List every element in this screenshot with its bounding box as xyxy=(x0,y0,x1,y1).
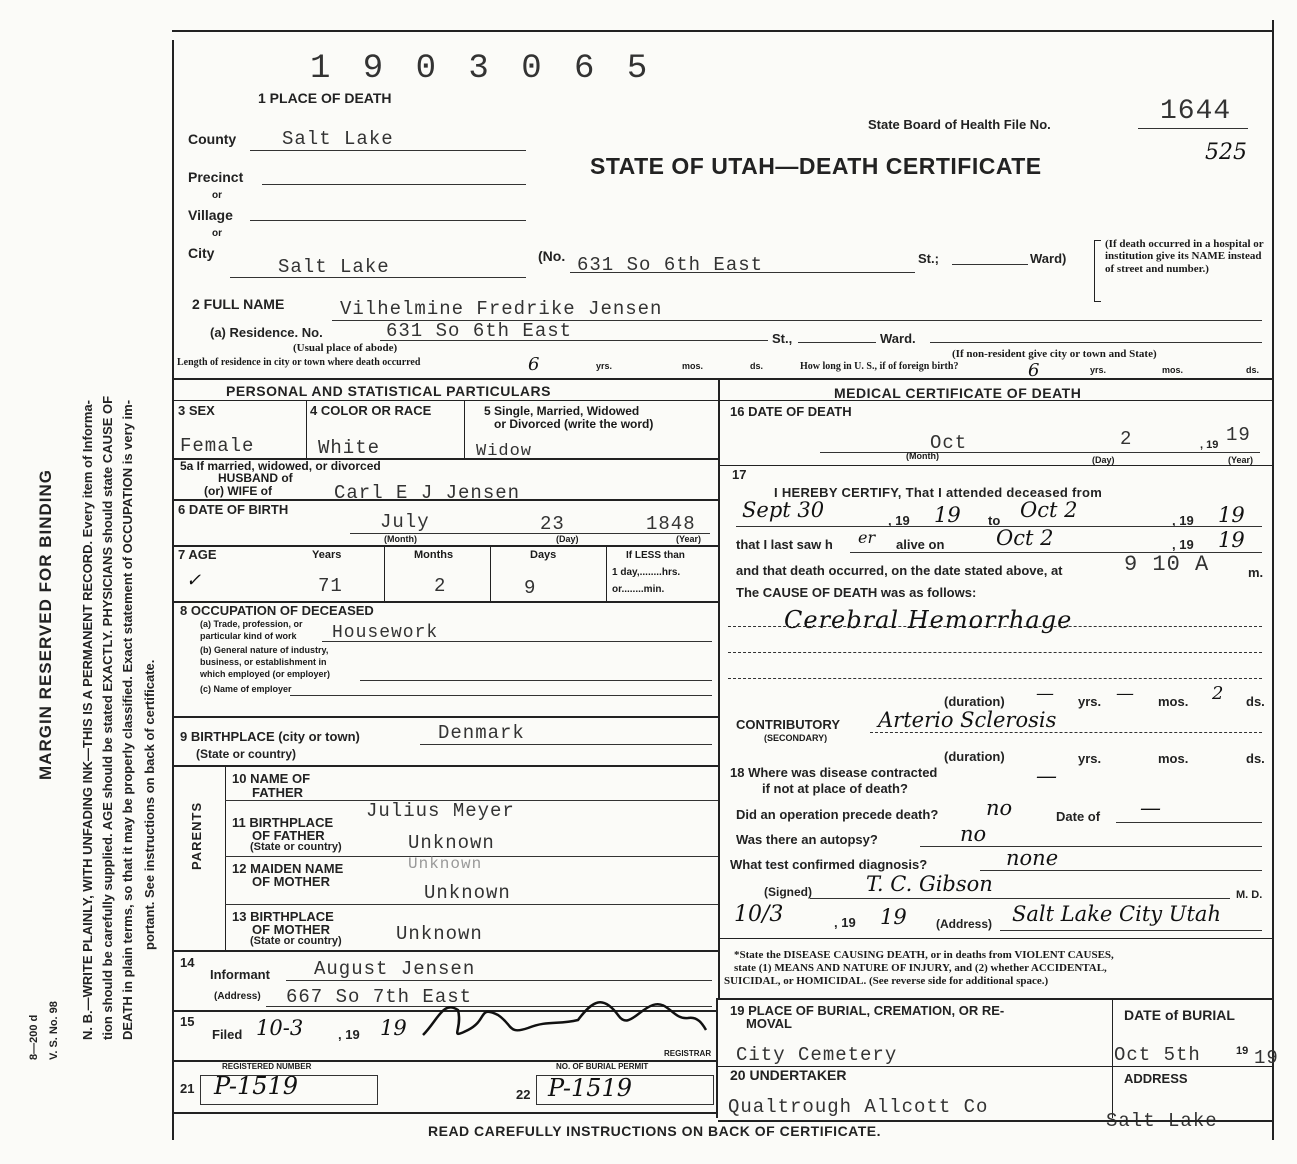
street-address-value: 631 So 6th East xyxy=(577,254,764,276)
residence-street-label: St., xyxy=(772,331,793,346)
physician-address: Salt Lake City Utah xyxy=(1012,902,1221,926)
age-days-header: Days xyxy=(530,549,557,561)
hospital-note: (If death occurred in a hospital or institution give its NAME instead of street and number.) xyxy=(1105,238,1264,275)
occupation-row-bottom xyxy=(172,716,718,718)
binding-margin-label: MARGIN RESERVED FOR BINDING xyxy=(36,469,55,780)
footnote-line-1: *State the DISEASE CAUSING DEATH, or in deaths from VIOLENT CAUSES, xyxy=(734,949,1114,961)
occupation-value: Housework xyxy=(332,623,439,643)
certify-text: I HEREBY CERTIFY, That I attended deceased from xyxy=(774,485,1103,500)
burial-place-label-1: 19 PLACE OF BURIAL, CREMATION, OR RE- xyxy=(730,1003,1005,1018)
frame-top-border xyxy=(172,30,1272,32)
age-years-value: 71 xyxy=(318,575,343,597)
form-code: 8—200 d xyxy=(28,1014,40,1060)
test-line xyxy=(980,870,1262,871)
operation-date-label: Date of xyxy=(1056,809,1101,824)
burial-permit-value: P-1519 xyxy=(548,1074,633,1102)
disease-contracted-label-2: if not at place of death? xyxy=(762,781,908,796)
county-value: Salt Lake xyxy=(282,128,394,150)
registered-number-label: REGISTERED NUMBER xyxy=(222,1062,312,1071)
burial-year: 19 xyxy=(1254,1047,1279,1069)
cause-line-2 xyxy=(728,652,1262,653)
marital-label-1: 5 Single, Married, Widowed xyxy=(484,404,640,418)
field-15-number: 15 xyxy=(180,1014,195,1029)
county-line xyxy=(250,150,526,151)
death-occurred-label: and that death occurred, on the date stated above, at xyxy=(736,563,1063,578)
age-months-header: Months xyxy=(414,549,454,561)
residence-ward-line xyxy=(930,342,1262,343)
last-saw-year-prefix: , 19 xyxy=(1172,537,1194,552)
duration-1-yrs-unit: yrs. xyxy=(1078,694,1102,709)
marital-label-2: or Divorced (write the word) xyxy=(494,417,654,431)
md-label: M. D. xyxy=(1236,889,1263,901)
occupation-b-label-3: which employed (or employer) xyxy=(200,669,331,679)
dob-year-caption: (Year) xyxy=(676,534,702,544)
residence-ward-label: Ward. xyxy=(880,331,916,346)
burial-place-value: City Cemetery xyxy=(736,1044,898,1066)
parents-bottom xyxy=(172,950,718,952)
usual-abode-caption: (Usual place of abode) xyxy=(293,342,398,354)
informant-address-label: (Address) xyxy=(214,991,261,1002)
father-birthplace-label-3: (State or country) xyxy=(250,841,342,853)
father-name-label-1: 10 NAME OF xyxy=(232,771,311,786)
father-name-line xyxy=(225,800,718,801)
city-label: City xyxy=(188,245,215,261)
cause-value: Cerebral Hemorrhage xyxy=(784,606,1073,634)
field-21-number: 21 xyxy=(180,1081,195,1096)
filed-year-prefix: , 19 xyxy=(338,1027,360,1042)
dob-label: 6 DATE OF BIRTH xyxy=(178,502,289,517)
mother-birthplace-value: Unknown xyxy=(396,923,483,945)
or-label-2: or xyxy=(212,228,222,239)
us-residence-years: 6 xyxy=(1028,360,1040,381)
race-label: 4 COLOR OR RACE xyxy=(310,403,432,418)
hospital-bracket xyxy=(1094,240,1101,302)
to-label: to xyxy=(988,513,1001,528)
field-14-number: 14 xyxy=(180,955,195,970)
physician-row-bottom xyxy=(718,938,1272,939)
frame-bottom-left xyxy=(172,1112,718,1114)
vs-number: V. S. No. 98 xyxy=(48,1001,60,1060)
margin-instructions-line3: DEATH in plain terms, so that it may be properly classified. Exact statement of OCCUPATION is very im- xyxy=(120,399,135,1040)
death-year-caption: (Year) xyxy=(1228,455,1254,465)
test-question: What test confirmed diagnosis? xyxy=(730,857,928,872)
burial-year-prefix: 19 xyxy=(1236,1045,1249,1057)
cause-label: The CAUSE OF DEATH was as follows: xyxy=(736,585,977,600)
operation-date-value: — xyxy=(1140,796,1161,820)
burial-place-label-2: MOVAL xyxy=(746,1016,792,1031)
filed-label: Filed xyxy=(212,1027,243,1042)
dob-month-caption: (Month) xyxy=(384,534,417,544)
burial-date-label: DATE of BURIAL xyxy=(1124,1007,1235,1023)
length-ds-unit: ds. xyxy=(750,361,764,371)
age-years-header: Years xyxy=(312,549,342,561)
last-saw-date: Oct 2 xyxy=(996,526,1054,550)
secondary-caption: (SECONDARY) xyxy=(764,733,828,743)
physician-address-label: (Address) xyxy=(936,917,993,931)
filed-date: 10-3 xyxy=(256,1016,304,1040)
sex-divider xyxy=(306,400,307,458)
duration-1-label: (duration) xyxy=(944,694,1005,709)
street-number-label: (No. xyxy=(538,248,566,264)
death-month: Oct xyxy=(930,432,968,454)
time-meridiem: m. xyxy=(1248,565,1264,580)
test-answer: none xyxy=(1006,846,1059,870)
race-value: White xyxy=(318,437,381,459)
father-birthplace-label-1: 11 BIRTHPLACE xyxy=(232,815,334,830)
alive-on-label: alive on xyxy=(896,537,945,552)
spouse-value: Carl E J Jensen xyxy=(334,482,521,504)
dob-month: July xyxy=(380,511,430,533)
last-saw-pronoun: er xyxy=(858,528,876,547)
personal-row-line xyxy=(172,400,718,401)
personal-heading: PERSONAL AND STATISTICAL PARTICULARS xyxy=(226,383,551,399)
dob-year: 1848 xyxy=(646,513,696,535)
age-less-header-1: If LESS than xyxy=(626,550,685,561)
to-year-prefix: , 19 xyxy=(1172,513,1194,528)
field-17-number: 17 xyxy=(732,467,747,482)
sex-label: 3 SEX xyxy=(178,403,215,418)
signature-date: 10/3 xyxy=(734,902,784,927)
precinct-line xyxy=(262,184,526,185)
duration-2-yrs-unit: yrs. xyxy=(1078,751,1102,766)
mother-name-value: Unknown xyxy=(424,882,511,904)
father-birthplace-label-2: OF FATHER xyxy=(252,828,325,843)
non-resident-caption: (If non-resident give city or town and State) xyxy=(952,348,1157,360)
registrar-label: REGISTRAR xyxy=(664,1049,712,1058)
residence-street-line xyxy=(798,342,876,343)
age-days-divider xyxy=(606,545,607,601)
footnote-line-3: SUICIDAL, or HOMICIDAL. (See reverse side for additional space.) xyxy=(724,975,1049,987)
residence-label: (a) Residence. No. xyxy=(210,325,323,340)
birthplace-line xyxy=(420,744,712,745)
filed-year: 19 xyxy=(380,1016,407,1040)
birthplace-label-2: (State or country) xyxy=(196,747,297,761)
death-day: 2 xyxy=(1120,428,1133,450)
column-divider-lower xyxy=(716,998,718,1118)
undertaker-address-label: ADDRESS xyxy=(1124,1071,1188,1086)
duration-1-mos-unit: mos. xyxy=(1158,694,1189,709)
occupation-line xyxy=(322,641,712,642)
operation-date-line xyxy=(1116,822,1262,823)
mother-name-line xyxy=(225,904,718,905)
from-year: 19 xyxy=(934,503,961,527)
margin-instructions-line1: N. B.—WRITE PLAINLY, WITH UNFADING INK—THIS IS A PERMANENT RECORD. Every item of Informa- xyxy=(80,400,95,1040)
frame-left-border xyxy=(172,40,174,1140)
duration-1-months: — xyxy=(1116,683,1134,704)
file-number-label: State Board of Health File No. xyxy=(868,117,1051,132)
mother-birthplace-label-1: 13 BIRTHPLACE xyxy=(232,909,334,924)
field-22-number: 22 xyxy=(516,1087,531,1102)
duration-1-years: — xyxy=(1036,683,1054,704)
occupation-b-label-1: (b) General nature of industry, xyxy=(200,645,329,655)
city-line xyxy=(230,277,526,278)
burial-date-value: Oct 5th xyxy=(1114,1044,1201,1066)
residence-value: 631 So 6th East xyxy=(386,320,573,342)
section-divider-top xyxy=(172,378,1272,380)
birthplace-label: 9 BIRTHPLACE (city or town) xyxy=(180,729,360,744)
race-divider xyxy=(464,400,465,458)
mother-birthplace-label-2: OF MOTHER xyxy=(252,922,330,937)
cause-line-3 xyxy=(728,678,1262,679)
disease-contracted-value: — xyxy=(1036,764,1057,788)
signature-year: 19 xyxy=(880,905,907,929)
register-number: 1 9 0 3 0 6 5 xyxy=(310,50,654,88)
sex-value: Female xyxy=(180,435,255,457)
undertaker-label: 20 UNDERTAKER xyxy=(730,1067,847,1083)
burial-section-top xyxy=(718,998,1272,1000)
occupation-b-label-2: business, or establishment in xyxy=(200,657,327,667)
death-year: 19 xyxy=(1226,424,1251,446)
duration-2-label: (duration) xyxy=(944,749,1005,764)
certificate-title: STATE OF UTAH—DEATH CERTIFICATE xyxy=(590,153,1042,179)
autopsy-question: Was there an autopsy? xyxy=(736,832,878,847)
registered-number-value: P-1519 xyxy=(214,1072,299,1100)
registrar-signature xyxy=(418,990,708,1050)
mother-name-struck: Unknown xyxy=(408,855,483,873)
mother-birthplace-label-3: (State or country) xyxy=(250,935,342,947)
age-months-divider xyxy=(490,545,491,601)
contributory-line xyxy=(870,732,1262,733)
physician-signature: T. C. Gibson xyxy=(866,872,993,896)
file-note: 525 xyxy=(1205,140,1247,165)
village-label: Village xyxy=(188,207,233,223)
autopsy-answer: no xyxy=(960,822,987,846)
death-date-row-bottom xyxy=(718,465,1272,466)
mother-name-label-2: OF MOTHER xyxy=(252,874,330,889)
from-year-prefix: , 19 xyxy=(888,513,910,528)
us-ds-unit: ds. xyxy=(1246,365,1260,375)
column-divider xyxy=(718,378,720,998)
parents-divider xyxy=(225,765,226,950)
length-of-residence-years: 6 xyxy=(528,354,540,375)
street-suffix-label: St.; xyxy=(918,251,939,266)
duration-2-mos-unit: mos. xyxy=(1158,751,1189,766)
medical-heading: MEDICAL CERTIFICATE OF DEATH xyxy=(834,385,1082,401)
ward-label: Ward) xyxy=(1030,251,1067,266)
death-day-caption: (Day) xyxy=(1092,455,1115,465)
last-saw-year: 19 xyxy=(1218,528,1245,552)
us-yrs-unit: yrs. xyxy=(1090,365,1107,375)
date-of-death-label: 16 DATE OF DEATH xyxy=(730,404,852,419)
operation-answer: no xyxy=(986,796,1013,820)
length-mos-unit: mos. xyxy=(682,361,704,371)
occupation-c-label: (c) Name of employer xyxy=(200,684,292,694)
to-year: 19 xyxy=(1218,503,1245,527)
spouse-label-2: HUSBAND of xyxy=(218,471,293,485)
informant-address-value: 667 So 7th East xyxy=(286,986,473,1008)
occupation-a-label-2: particular kind of work xyxy=(200,631,297,641)
father-name-value: Julius Meyer xyxy=(366,800,515,822)
birthplace-row-bottom xyxy=(172,765,718,767)
age-label: 7 AGE xyxy=(178,547,217,562)
frame-right-border xyxy=(1272,20,1274,1140)
frame-bottom-right xyxy=(718,1120,1272,1122)
duration-1-days: 2 xyxy=(1212,683,1224,704)
medical-heading-line xyxy=(718,400,1272,401)
occupation-label: 8 OCCUPATION OF DECEASED xyxy=(180,603,374,618)
disease-contracted-label: 18 Where was disease contracted xyxy=(730,765,938,780)
full-name-value: Vilhelmine Fredrike Jensen xyxy=(340,298,663,320)
footnote-line-2: state (1) MEANS AND NATURE OF INJURY, and (2) whether ACCIDENTAL, xyxy=(734,962,1107,974)
age-less-header-2: 1 day,........hrs. xyxy=(612,567,681,578)
attended-to-date: Oct 2 xyxy=(1020,498,1078,522)
duration-1-ds-unit: ds. xyxy=(1246,694,1265,709)
death-year-prefix: , 19 xyxy=(1200,439,1219,451)
full-name-label: 2 FULL NAME xyxy=(192,296,285,312)
age-years-divider xyxy=(384,545,385,601)
occupation-b-line xyxy=(360,680,712,681)
death-date-line xyxy=(820,452,1260,453)
margin-instructions-line2: tion should be carefully supplied. AGE should be stated EXACTLY. PHYSICIANS should state CAUSE OF xyxy=(100,395,115,1040)
occupation-a-label-1: (a) Trade, profession, or xyxy=(200,619,303,629)
undertaker-value: Qualtrough Allcott Co xyxy=(728,1096,989,1118)
us-mos-unit: mos. xyxy=(1162,365,1184,375)
marital-value: Widow xyxy=(476,442,533,461)
footer-instructions: READ CAREFULLY INSTRUCTIONS ON BACK OF CERTIFICATE. xyxy=(428,1123,882,1139)
attended-from-date: Sept 30 xyxy=(742,498,825,522)
precinct-label: Precinct xyxy=(188,169,244,185)
mother-name-label-1: 12 MAIDEN NAME xyxy=(232,861,344,876)
informant-value: August Jensen xyxy=(314,958,476,980)
dob-day-caption: (Day) xyxy=(556,534,579,544)
last-saw-label: that I last saw h xyxy=(736,537,833,552)
street-line xyxy=(570,272,915,273)
file-number-line xyxy=(1138,128,1248,129)
file-number: 1644 xyxy=(1160,96,1232,127)
age-days-value: 9 xyxy=(524,577,537,599)
age-months-value: 2 xyxy=(434,575,447,597)
ward-line xyxy=(952,264,1028,265)
signature-year-prefix: , 19 xyxy=(834,915,856,930)
operation-question: Did an operation precede death? xyxy=(736,807,939,822)
undertaker-address-value: Salt Lake xyxy=(1106,1110,1218,1132)
length-of-residence-label: Length of residence in city or town where death occurred xyxy=(177,357,421,368)
city-value: Salt Lake xyxy=(278,256,390,278)
autopsy-line xyxy=(920,846,1262,847)
registered-number-box xyxy=(200,1072,378,1105)
parents-label: PARENTS xyxy=(189,801,204,870)
death-month-caption: (Month) xyxy=(906,451,939,461)
us-residence-label: How long in U. S., if of foreign birth? xyxy=(800,361,959,372)
duration-2-ds-unit: ds. xyxy=(1246,751,1265,766)
dob-day: 23 xyxy=(540,513,565,535)
length-yrs-unit: yrs. xyxy=(596,361,613,371)
dob-row-bottom xyxy=(172,545,718,547)
death-time: 9 10 A xyxy=(1124,552,1210,577)
spouse-label-3: (or) WIFE of xyxy=(204,484,272,498)
village-line xyxy=(250,220,526,221)
occupation-c-line xyxy=(290,695,712,696)
age-check-mark: ✓ xyxy=(186,570,202,591)
signature-line xyxy=(810,898,1230,899)
father-name-label-2: FATHER xyxy=(252,785,304,800)
burial-permit-box xyxy=(536,1075,714,1105)
place-of-death-heading: 1 PLACE OF DEATH xyxy=(258,90,392,106)
burial-date-divider xyxy=(1112,998,1113,1118)
signed-label: (Signed) xyxy=(764,885,812,899)
spouse-row-bottom xyxy=(172,499,718,501)
margin-instructions-line4: portant. See instructions on back of certificate. xyxy=(142,659,157,950)
contributory-label: CONTRIBUTORY xyxy=(736,717,840,732)
cause-line-1 xyxy=(728,626,1262,627)
father-birthplace-value: Unknown xyxy=(408,832,495,854)
residence-line xyxy=(380,340,768,341)
contributory-value: Arterio Sclerosis xyxy=(878,708,1057,732)
physician-address-line xyxy=(1000,930,1262,931)
informant-line xyxy=(286,980,712,981)
or-label-1: or xyxy=(212,190,222,201)
informant-label: Informant xyxy=(210,967,270,982)
age-less-header-3: or........min. xyxy=(612,584,665,595)
birthplace-value: Denmark xyxy=(438,722,525,744)
county-label: County xyxy=(188,131,237,147)
burial-permit-label: NO. OF BURIAL PERMIT xyxy=(556,1062,649,1071)
spouse-label-1: 5a If married, widowed, or divorced xyxy=(180,459,381,473)
